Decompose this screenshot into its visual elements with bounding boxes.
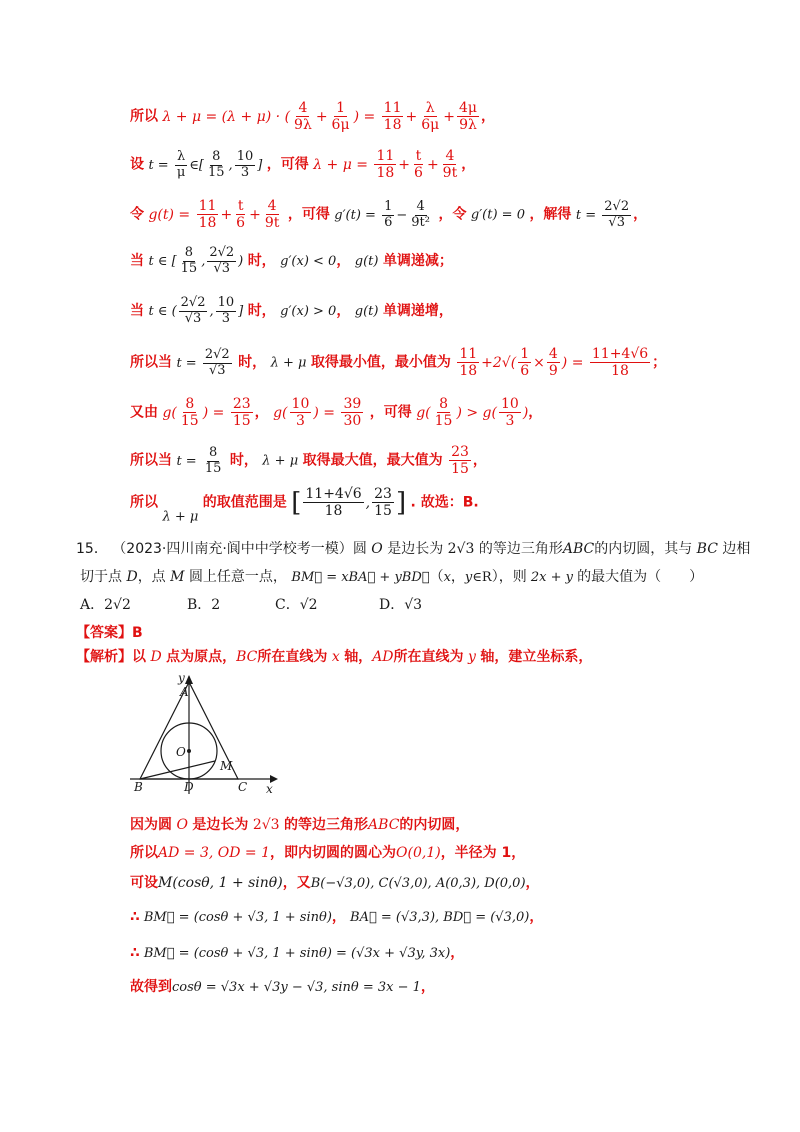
label-x: x <box>266 782 273 796</box>
option-a[interactable]: A．2√2 <box>80 597 131 613</box>
analysis-intro: 【解析】以 D 点为原点，BC所在直线为 x 轴，AD所在直线为 y 轴，建立坐标系， <box>76 649 593 665</box>
analysis-label: 【解析】 <box>76 649 132 665</box>
label-c: C <box>238 780 248 794</box>
line-8: 所以当 t = $\frac{8}{15}$ 时， λ + μ 取得最大值，最大值为 $\frac{23}{15}$ ， <box>130 444 487 478</box>
label-d: D <box>184 780 194 794</box>
analysis-step-6: 故得到cosθ = √3x + √3y − √3, sinθ = 3x − 1， <box>130 979 435 995</box>
line-1-prefix: 所以 <box>130 108 158 125</box>
option-c[interactable]: C．√2 <box>275 597 318 613</box>
problem-number: 15． <box>76 541 108 557</box>
line-3: 令 g(t) = $\frac{11}{18}$ + $\frac{t}{6}$ + $\frac{4}{9t}$ ，可得 g′(t) = $\frac{1}{6}$ − $\frac{4}{\text{9t²}}$ ，令 g′(t) = 0 ，解得 t = $\frac{2√2}{√3}$ ， <box>130 198 648 232</box>
line-2: 设 t = $\frac{\lambda}{\mu}$ ∈[ $\frac{8}{15}$ , $\frac{10}{3}$ ] ，可得 λ + μ = $\frac{11}{18}$ + $\frac{t}{6}$ + $\frac{4}{9t}$ ， <box>130 148 476 182</box>
label-b: B <box>134 780 143 794</box>
option-d[interactable]: D．√3 <box>379 597 423 613</box>
analysis-step-4: ∴ BM⃗ = (cosθ + √3, 1 + sinθ)， BA⃗ = (√3,3), BD⃗ = (√3,0)， <box>130 909 544 925</box>
line-7: 又由 g( $\frac{8}{15}$ ) = $\frac{23}{15}$ ， g( $\frac{10}{3}$ ) = $\frac{39}{30}$ ，可得 g( $\frac{8}{15}$ ) > g( $\frac{10}{3}$ )， <box>130 396 543 430</box>
answer-value: B <box>132 625 143 641</box>
analysis-step-1: 因为圆 O 是边长为 2√3 的等边三角形ABC的内切圆， <box>130 817 470 833</box>
line-5: 当 t ∈ ( $\frac{2√2}{√3}$ , $\frac{10}{3}$ ] 时， g′(x) > 0， g(t) 单调递增， <box>130 295 453 326</box>
answer-line <box>76 622 800 642</box>
problem-source: （2023·四川南充·阆中中学校考一模） <box>112 541 353 557</box>
label-y: y <box>178 672 185 685</box>
problem-15-line-2: 切于点 D，点 M 圆上任意一点， BM⃗ = xBA⃗ + yBD⃗（x，y∈R），则 2x + y 的最大值为（ ） <box>80 569 704 585</box>
line-2-math-a: t = $\frac{\lambda}{\mu}$ ∈[ $\frac{8}{15}$ , $\frac{10}{3}$ ] <box>148 148 263 180</box>
analysis-step-2: 所以AD = 3, OD = 1，即内切圆的圆心为O(0,1)，半径为 1， <box>130 845 526 861</box>
triangle-incircle-figure <box>120 672 280 798</box>
line-1-math: λ + μ = (λ + μ) · ( $\frac{4}{9\lambda}$ + $\frac{1}{6\mu}$ ) = $\frac{11}{18}$ + $\frac{\lambda}{6\mu}$ + $\frac{4\mu}{9\lambda}$ <box>162 100 477 134</box>
line-2-prefix: 设 <box>130 156 144 173</box>
line-9: 所以 λ + μ 的取值范围是 [ $\frac{11+4√6}{18}$ , $\frac{23}{15}$ ] . 故选：B. <box>130 486 479 525</box>
answer-label: 【答案】 <box>76 625 132 641</box>
line-3-prefix: 令 <box>130 206 144 223</box>
line-4: 当 t ∈ [ $\frac{8}{15}$ , $\frac{2√2}{√3}$ ) 时， g′(x) < 0， g(t) 单调递减； <box>130 245 453 276</box>
line-2-mid: ，可得 <box>266 156 309 173</box>
analysis-step-5: ∴ BM⃗ = (cosθ + √3, 1 + sinθ) = (√3x + √3y, 3x)， <box>130 945 465 961</box>
problem-15-line-1: 15． （2023·四川南充·阆中中学校考一模）圆 O 是边长为 2√3 的等边三角形ABC的内切圆，其与 BC 边相 <box>76 541 751 557</box>
line-6: 所以当 t = $\frac{2√2}{√3}$ 时， λ + μ 取得最小值，最小值为 $\frac{11}{18}$ +2√( $\frac{1}{6}$ × $\frac{4}{9}$ ) = $\frac{11+4√6}{18}$ ； <box>130 346 667 380</box>
line-1: 所以 λ + μ = (λ + μ) · ( $\frac{4}{9\lambda}$ + $\frac{1}{6\mu}$ ) = $\frac{11}{18}$ + $\frac{\lambda}{6\mu}$ + $\frac{4\mu}{9\lambda}$ ， <box>130 100 495 134</box>
problem-options <box>80 594 800 614</box>
label-o: O <box>176 745 186 759</box>
option-b[interactable]: B．2 <box>187 597 221 613</box>
analysis-step-3: 可设M(cosθ, 1 + sinθ)，又B(−√3,0), C(√3,0), A(0,3), D(0,0)， <box>130 875 540 891</box>
label-m: M <box>220 759 233 773</box>
label-a: A <box>180 685 189 699</box>
line-2-math-b: λ + μ = $\frac{11}{18}$ + $\frac{t}{6}$ + $\frac{4}{9t}$ <box>313 148 458 182</box>
